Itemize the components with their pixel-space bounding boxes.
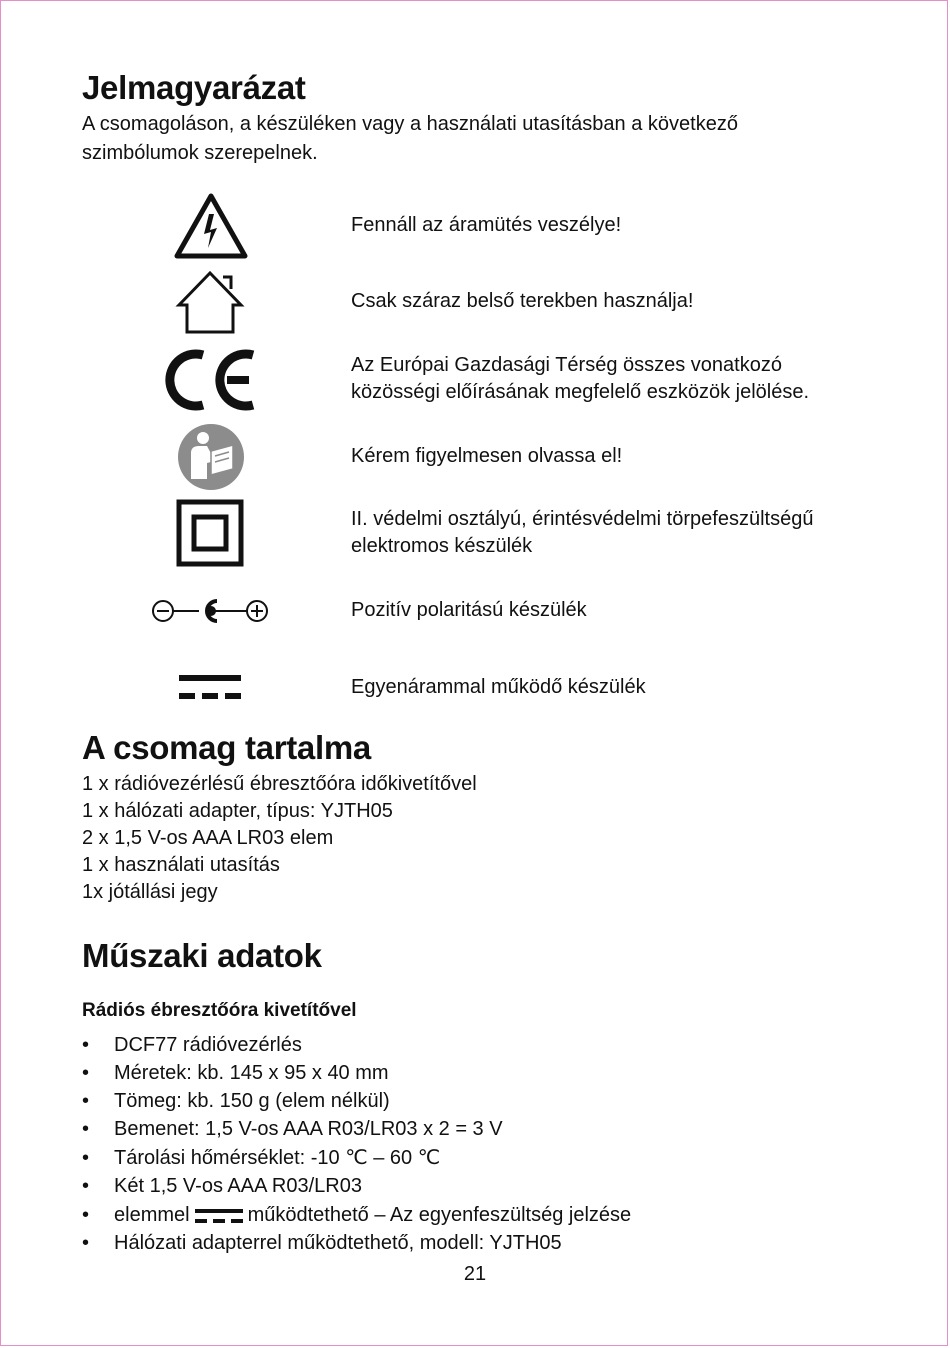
bullet-icon: •	[82, 1232, 90, 1254]
spec-item-text: Tárolási hőmérséklet: -10 ℃ – 60 ℃	[114, 1147, 441, 1169]
symbol-text-ce-line1: Az Európai Gazdasági Térség összes vonatkozó	[351, 354, 782, 376]
spec-item	[82, 1229, 562, 1257]
spec-item	[82, 1201, 631, 1229]
symbol-text-ce-line2: közösségi előírásának megfelelő eszközök jelölése.	[351, 381, 810, 403]
package-title: A csomag tartalma	[82, 729, 371, 766]
ce-mark-icon	[165, 347, 257, 413]
indoor-house-icon	[175, 269, 245, 335]
direct-current-icon	[194, 1207, 244, 1225]
direct-current-icon	[177, 673, 243, 701]
bullet-icon: •	[82, 1175, 90, 1197]
bullet-icon: •	[82, 1062, 90, 1084]
spec-item	[82, 1172, 362, 1200]
spec-item	[82, 1087, 390, 1115]
symbol-text-class2-line2: elektromos készülék	[351, 535, 533, 557]
electric-shock-warning-icon	[173, 192, 249, 260]
package-item: 1 x használati utasítás	[82, 854, 280, 876]
spec-item	[82, 1144, 440, 1172]
bullet-icon: •	[82, 1090, 90, 1112]
spec-item-text: Tömeg: kb. 150 g (elem nélkül)	[114, 1090, 390, 1112]
bullet-icon: •	[82, 1147, 90, 1169]
package-item: 1 x hálózati adapter, típus: YJTH05	[82, 800, 393, 822]
symbol-text-class2-line1: II. védelmi osztályú, érintésvédelmi törpefeszültségű	[351, 508, 814, 530]
symbol-text-read: Kérem figyelmesen olvassa el!	[351, 445, 623, 467]
spec-item	[82, 1059, 389, 1087]
package-item: 1x jótállási jegy	[82, 881, 218, 903]
symbol-text-dc: Egyenárammal működő készülék	[351, 676, 646, 698]
bullet-icon: •	[82, 1034, 90, 1056]
spec-item-text: elemmel	[114, 1204, 190, 1226]
spec-item-text: Bemenet: 1,5 V-os AAA R03/LR03 x 2 = 3 V	[114, 1118, 503, 1140]
spec-item-text: Méretek: kb. 145 x 95 x 40 mm	[114, 1062, 389, 1084]
spec-item-text: Hálózati adapterrel működtethető, modell: YJTH05	[114, 1232, 562, 1254]
legend-title: Jelmagyarázat	[82, 69, 306, 106]
specs-title: Műszaki adatok	[82, 937, 322, 974]
spec-item-text: Két 1,5 V-os AAA R03/LR03	[114, 1175, 362, 1197]
legend-intro-line2: szimbólumok szerepelnek.	[82, 142, 318, 164]
specs-subtitle: Rádiós ébresztőóra kivetítővel	[82, 1000, 357, 1021]
package-item: 2 x 1,5 V-os AAA LR03 elem	[82, 827, 334, 849]
package-item: 1 x rádióvezérlésű ébresztőóra időkivetítővel	[82, 773, 477, 795]
bullet-icon: •	[82, 1204, 90, 1226]
symbol-text-shock: Fennáll az áramütés veszélye!	[351, 214, 622, 236]
symbol-text-indoor: Csak száraz belső terekben használja!	[351, 290, 694, 312]
spec-item	[82, 1031, 302, 1059]
read-manual-icon	[177, 423, 245, 491]
legend-intro-line1: A csomagoláson, a készüléken vagy a használati utasításban a következő	[82, 113, 738, 135]
protection-class-ii-icon	[176, 499, 244, 567]
positive-polarity-icon	[149, 597, 273, 625]
page-number: 21	[463, 1263, 487, 1285]
spec-item-text: DCF77 rádióvezérlés	[114, 1034, 302, 1056]
spec-item	[82, 1115, 503, 1143]
bullet-icon: •	[82, 1118, 90, 1140]
symbol-text-polarity: Pozitív polaritású készülék	[351, 599, 587, 621]
spec-item-text: működtethető – Az egyenfeszültség jelzése	[247, 1204, 632, 1226]
